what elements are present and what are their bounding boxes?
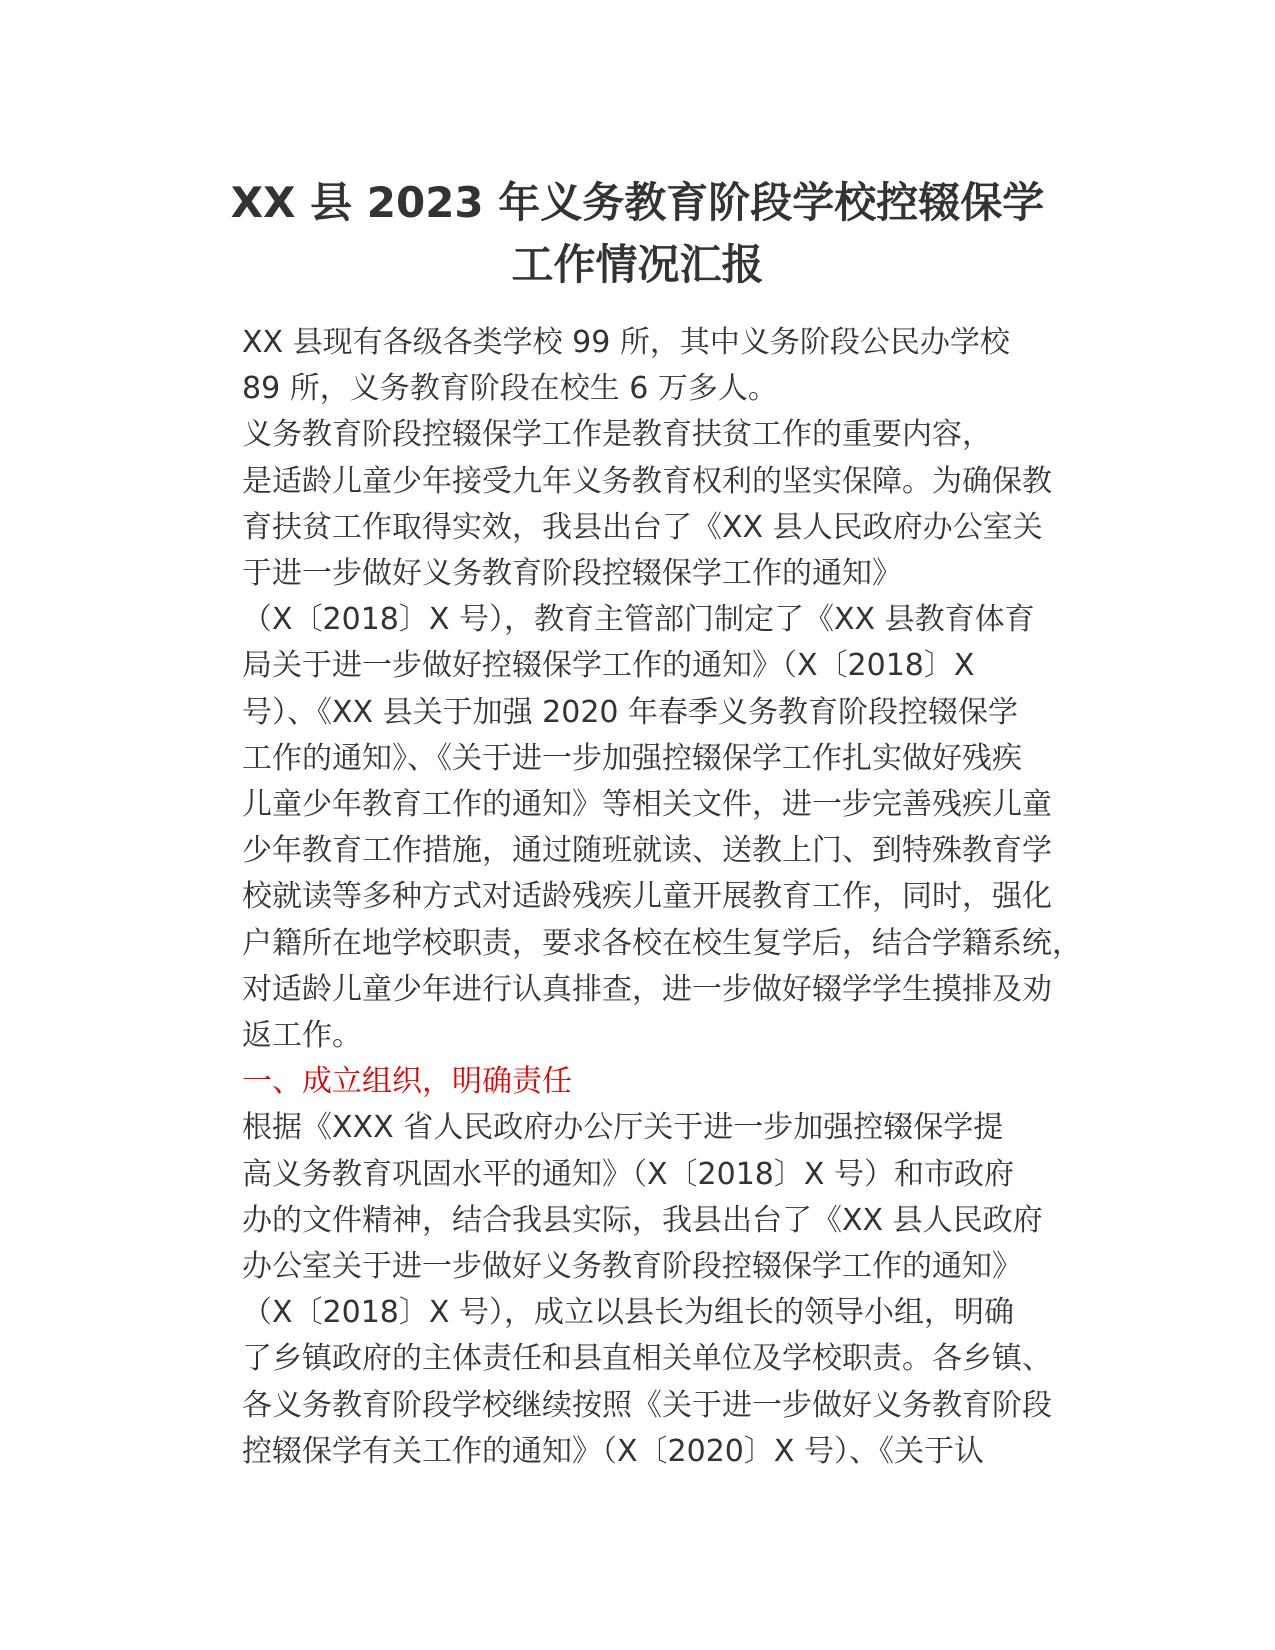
text-line: 工作的通知》、《关于进一步加强控辍保学工作扎实做好残疾: [242, 740, 1022, 776]
text-line: 义务教育阶段控辍保学工作是教育扶贫工作的重要内容，: [242, 417, 992, 453]
text-line: 校就读等多种方式对适龄残疾儿童开展教育工作，同时，强化: [242, 879, 1052, 915]
text-line: 局关于进一步做好控辍保学工作的通知》（X〔2018〕X: [242, 648, 975, 684]
text-line: 对适龄儿童少年进行认真排查，进一步做好辍学学生摸排及劝: [242, 971, 1052, 1007]
text-line: 号）、《XX 县关于加强 2020 年春季义务教育阶段控辍保学: [242, 694, 1019, 730]
heading-line: 一、成立组织，明确责任: [242, 1064, 572, 1100]
text-line: 育扶贫工作取得实效，我县出台了《XX 县人民政府办公室关: [242, 509, 1043, 545]
text-line: 是适龄儿童少年接受九年义务教育权利的坚实保障。为确保教: [242, 463, 1052, 499]
document-body: [186, 320, 1086, 1475]
text-line: 少年教育工作措施，通过随班就读、送教上门、到特殊教育学: [242, 833, 1052, 869]
text-line: 返工作。: [242, 1018, 362, 1054]
section-heading: [186, 1059, 1086, 1105]
text-line: 于进一步做好义务教育阶段控辍保学工作的通知》: [242, 556, 902, 592]
text-line: 办公室关于进一步做好义务教育阶段控辍保学工作的通知》: [242, 1249, 1022, 1285]
text-line: 了乡镇政府的主体责任和县直相关单位及学校职责。各乡镇、: [242, 1341, 1052, 1377]
document-title: [150, 172, 1125, 296]
paragraph-policy: [186, 412, 1086, 1059]
text-line: 根据《XXX 省人民政府办公厅关于进一步加强控辍保学提: [242, 1110, 1004, 1146]
paragraph-organization: [186, 1105, 1086, 1475]
title-line: 工作情况汇报: [511, 240, 764, 289]
text-line: 控辍保学有关工作的通知》（X〔2020〕X 号）、《关于认: [242, 1433, 984, 1469]
text-line: 各义务教育阶段学校继续按照《关于进一步做好义务教育阶段: [242, 1387, 1052, 1423]
paragraph-intro: [186, 320, 1086, 412]
text-line: （X〔2018〕X 号），成立以县长为组长的领导小组，明确: [242, 1295, 1014, 1331]
text-line: 儿童少年教育工作的通知》等相关文件，进一步完善残疾儿童: [242, 787, 1052, 823]
text-line: 89 所，义务教育阶段在校生 6 万多人。: [242, 371, 778, 407]
text-line: （X〔2018〕X 号），教育主管部门制定了《XX 县教育体育: [242, 602, 1035, 638]
text-line: XX 县现有各级各类学校 99 所，其中义务阶段公民办学校: [242, 325, 1010, 360]
title-line: XX 县 2023 年义务教育阶段学校控辍保学: [230, 178, 1045, 227]
text-line: 户籍所在地学校职责，要求各校在校生复学后，结合学籍系统，: [242, 925, 1082, 961]
text-line: 办的文件精神，结合我县实际，我县出台了《XX 县人民政府: [242, 1202, 1043, 1238]
text-line: 高义务教育巩固水平的通知》（X〔2018〕X 号）和市政府: [242, 1156, 1014, 1192]
